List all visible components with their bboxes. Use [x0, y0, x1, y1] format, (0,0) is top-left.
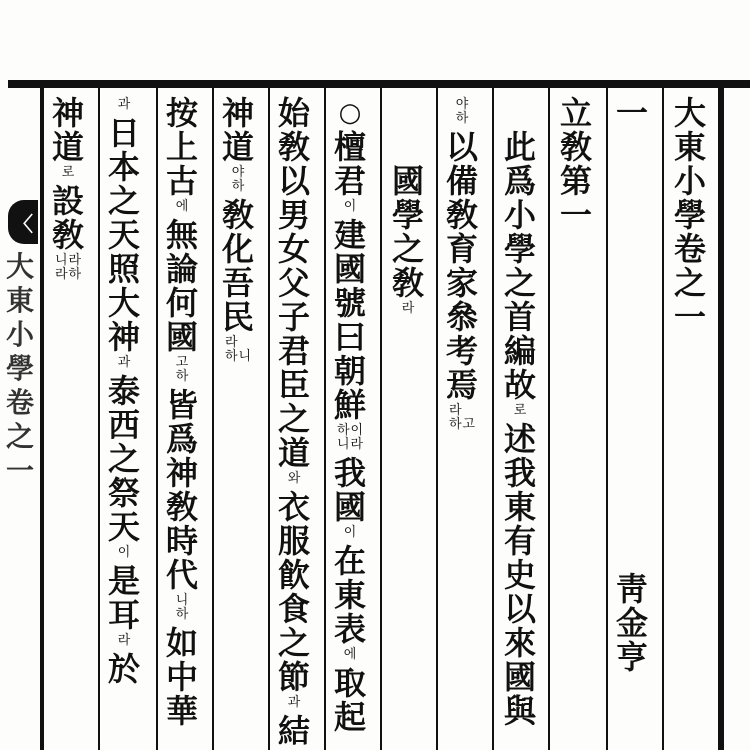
top-border [8, 80, 750, 88]
spine-char: 學 [5, 352, 34, 385]
hanja-char: 考 [445, 332, 478, 370]
spine-char: 小 [5, 318, 34, 351]
column-rule [606, 88, 608, 750]
hanja-char: 吾 [221, 264, 254, 302]
hanja-char: 立 [559, 96, 592, 132]
text-column-c2 [612, 96, 652, 750]
text-column-c10 [162, 96, 202, 750]
hangul-gloss: 고 하 [175, 355, 189, 384]
hanja-char: 臣 [277, 366, 310, 404]
hangul-gloss-double: 니 라 라 하 [54, 253, 82, 282]
hanja-char: 家 [445, 264, 478, 302]
text-column-c12 [48, 96, 88, 750]
hanja-char: 耳 [107, 596, 140, 634]
hanja-char: 檀 [333, 128, 366, 166]
hanja-char: 編 [503, 332, 536, 370]
hanja-char: 敎 [277, 128, 310, 166]
text-column-c6 [388, 96, 428, 750]
hanja-char: 在 [333, 542, 366, 580]
hangul-gloss: 야 하 [231, 165, 245, 194]
hanja-char: 日 [107, 114, 140, 152]
hanja-char: 照 [107, 250, 140, 288]
hanja-char: 有 [503, 522, 536, 560]
hanja-char: 以 [503, 590, 536, 628]
column-rule [548, 88, 550, 750]
hangul-gloss: 과 [287, 695, 301, 710]
hanja-char: 靑 [615, 570, 648, 608]
text-column-c3 [556, 96, 596, 750]
hangul-gloss: 로 [61, 165, 75, 180]
hanja-char: 時 [165, 522, 198, 560]
hanja-char: 之 [503, 264, 536, 302]
hanja-char: 之 [107, 182, 140, 220]
paragraph-mark: ○ [338, 98, 362, 128]
hanja-char: 無 [165, 216, 198, 254]
hanja-char: 結 [277, 712, 310, 750]
column-rule [436, 88, 438, 750]
hanja-char: 敎 [221, 196, 254, 234]
hanja-char: 國 [165, 318, 198, 356]
hanja-char: 本 [107, 148, 140, 186]
column-rule [718, 88, 724, 750]
hanja-char: 我 [333, 454, 366, 492]
hanja-char: 與 [503, 692, 536, 730]
hangul-gloss: 라 [117, 633, 131, 648]
hanja-char: 敎 [165, 488, 198, 526]
hanja-char: 道 [221, 128, 254, 166]
hanja-char: 民 [221, 298, 254, 336]
spine-char: 卷 [5, 386, 34, 419]
hanja-char: 神 [51, 96, 84, 132]
hanja-char: 東 [673, 128, 706, 166]
hanja-char: 神 [107, 318, 140, 356]
hanja-char: 古 [165, 162, 198, 200]
hanja-char: 朝 [333, 352, 366, 390]
hanja-char: 之 [277, 624, 310, 662]
hanja-char: 爲 [503, 162, 536, 200]
hanja-char: 論 [165, 250, 198, 288]
column-rule [98, 88, 100, 750]
spine-title [6, 250, 34, 488]
text-column-c11 [104, 96, 144, 750]
spine-char: 之 [5, 420, 34, 453]
spine-char: 一 [5, 454, 34, 487]
book-spine-margin [0, 88, 40, 750]
hanja-char: 君 [277, 332, 310, 370]
hanja-char: 學 [503, 230, 536, 268]
hanja-char: 道 [51, 128, 84, 166]
hanja-char: 始 [277, 96, 310, 132]
hanja-char: 東 [333, 576, 366, 614]
hanja-char: 爲 [165, 420, 198, 458]
hangul-gloss: 라 [401, 301, 415, 316]
hangul-gloss-double: 라 하 고 [448, 403, 476, 432]
text-column-c5 [442, 96, 482, 750]
hanja-char: 第 [559, 162, 592, 200]
hanja-char: 設 [51, 182, 84, 220]
hanja-char: 我 [503, 454, 536, 492]
hanja-char: 君 [333, 162, 366, 200]
hanja-char: 天 [107, 508, 140, 546]
hanja-char: 上 [165, 128, 198, 166]
hanja-char: 華 [165, 692, 198, 730]
hanja-char: 以 [445, 128, 478, 166]
hanja-char: 學 [673, 196, 706, 234]
hanja-char: 小 [503, 196, 536, 234]
fish-tail-mark-icon: 〈 [8, 200, 38, 244]
hanja-char: 於 [107, 650, 140, 688]
column-rule [324, 88, 326, 750]
hanja-char: 此 [503, 128, 536, 166]
hangul-gloss: 니 하 [175, 593, 189, 622]
hanja-char: 一 [559, 196, 592, 234]
text-column-c7 [330, 96, 370, 750]
hanja-char: 服 [277, 522, 310, 560]
hanja-char: 女 [277, 230, 310, 268]
text-column-c9 [218, 96, 258, 750]
hanja-char: 泰 [107, 372, 140, 410]
hanja-char: 史 [503, 556, 536, 594]
hanja-char: 按 [165, 96, 198, 132]
hanja-char: 學 [391, 196, 424, 234]
hanja-char: 敎 [559, 128, 592, 166]
hanja-char: 中 [165, 658, 198, 696]
hanja-char: 曰 [333, 318, 366, 356]
hanja-char: 國 [333, 250, 366, 288]
text-column-c4 [500, 96, 540, 750]
hanja-char: 故 [503, 366, 536, 404]
hanja-char: 建 [333, 216, 366, 254]
hanja-char: 東 [503, 488, 536, 526]
hanja-char: 節 [277, 658, 310, 696]
hangul-gloss: 이 [343, 525, 357, 540]
hanja-char: 代 [165, 556, 198, 594]
hanja-char: 子 [277, 298, 310, 336]
hanja-char: 衣 [277, 488, 310, 526]
hanja-char: 備 [445, 162, 478, 200]
hanja-char: 大 [107, 284, 140, 322]
hanja-char: 皆 [165, 386, 198, 424]
hanja-char: 祭 [107, 474, 140, 512]
hanja-char: 之 [673, 264, 706, 302]
hanja-char: 一 [615, 96, 648, 132]
hanja-char: 表 [333, 610, 366, 648]
hanja-char: 卷 [673, 230, 706, 268]
hanja-char: 道 [277, 434, 310, 472]
hanja-char: 取 [333, 664, 366, 702]
hanja-char: 首 [503, 298, 536, 336]
text-column-c8 [274, 96, 314, 750]
column-rule [40, 88, 44, 750]
hangul-gloss: 에 [175, 199, 189, 214]
column-rule [156, 88, 158, 750]
hanja-char: 國 [333, 488, 366, 526]
hanja-char: 之 [107, 440, 140, 478]
hangul-gloss: 에 [343, 647, 357, 662]
hanja-char: 鮮 [333, 386, 366, 424]
hanja-char: 父 [277, 264, 310, 302]
hanja-char: 金 [615, 604, 648, 642]
hangul-gloss: 야 하 [455, 97, 469, 126]
hanja-char: 起 [333, 698, 366, 736]
column-rule [662, 88, 664, 750]
hanja-char: 何 [165, 284, 198, 322]
spine-char: 大 [5, 250, 34, 283]
column-rule [492, 88, 494, 750]
column-rule [268, 88, 270, 750]
hanja-char: 之 [277, 400, 310, 438]
spine-char: 東 [5, 284, 34, 317]
hanja-char: 一 [673, 298, 706, 336]
hangul-gloss: 이 [117, 545, 131, 560]
hanja-char: 化 [221, 230, 254, 268]
hanja-char: 來 [503, 624, 536, 662]
hanja-char: 國 [391, 162, 424, 200]
hanja-char: 男 [277, 196, 310, 234]
hanja-char: 育 [445, 230, 478, 268]
hanja-char: 西 [107, 406, 140, 444]
hanja-char: 以 [277, 162, 310, 200]
hanja-char: 大 [673, 96, 706, 132]
hanja-char: 敎 [445, 196, 478, 234]
hanja-char: 敎 [391, 264, 424, 302]
hanja-char: 天 [107, 216, 140, 254]
hanja-char: 小 [673, 162, 706, 200]
text-column-c1 [670, 96, 710, 750]
hanja-char: 飮 [277, 556, 310, 594]
hanja-char: 食 [277, 590, 310, 628]
column-rule [380, 88, 382, 750]
hanja-char: 國 [503, 658, 536, 696]
hanja-char: 神 [221, 96, 254, 132]
hangul-gloss: 과 [117, 97, 131, 112]
hanja-char: 號 [333, 284, 366, 322]
hanja-char: 之 [391, 230, 424, 268]
hanja-char: 敎 [51, 216, 84, 254]
hanja-char: 焉 [445, 366, 478, 404]
hanja-char: 叅 [445, 298, 478, 336]
hanja-char: 是 [107, 562, 140, 600]
hangul-gloss: 이 [343, 199, 357, 214]
hanja-char: 神 [165, 454, 198, 492]
hanja-char: 如 [165, 624, 198, 662]
hangul-gloss: 와 [287, 471, 301, 486]
hangul-gloss-double: 하 니 이 라 [336, 423, 364, 452]
hangul-gloss-double: 라 하 니 [224, 335, 252, 364]
hanja-char: 亨 [615, 638, 648, 676]
hanja-char: 述 [503, 420, 536, 458]
hangul-gloss: 로 [513, 403, 527, 418]
column-rule [212, 88, 214, 750]
hangul-gloss: 과 [117, 355, 131, 370]
